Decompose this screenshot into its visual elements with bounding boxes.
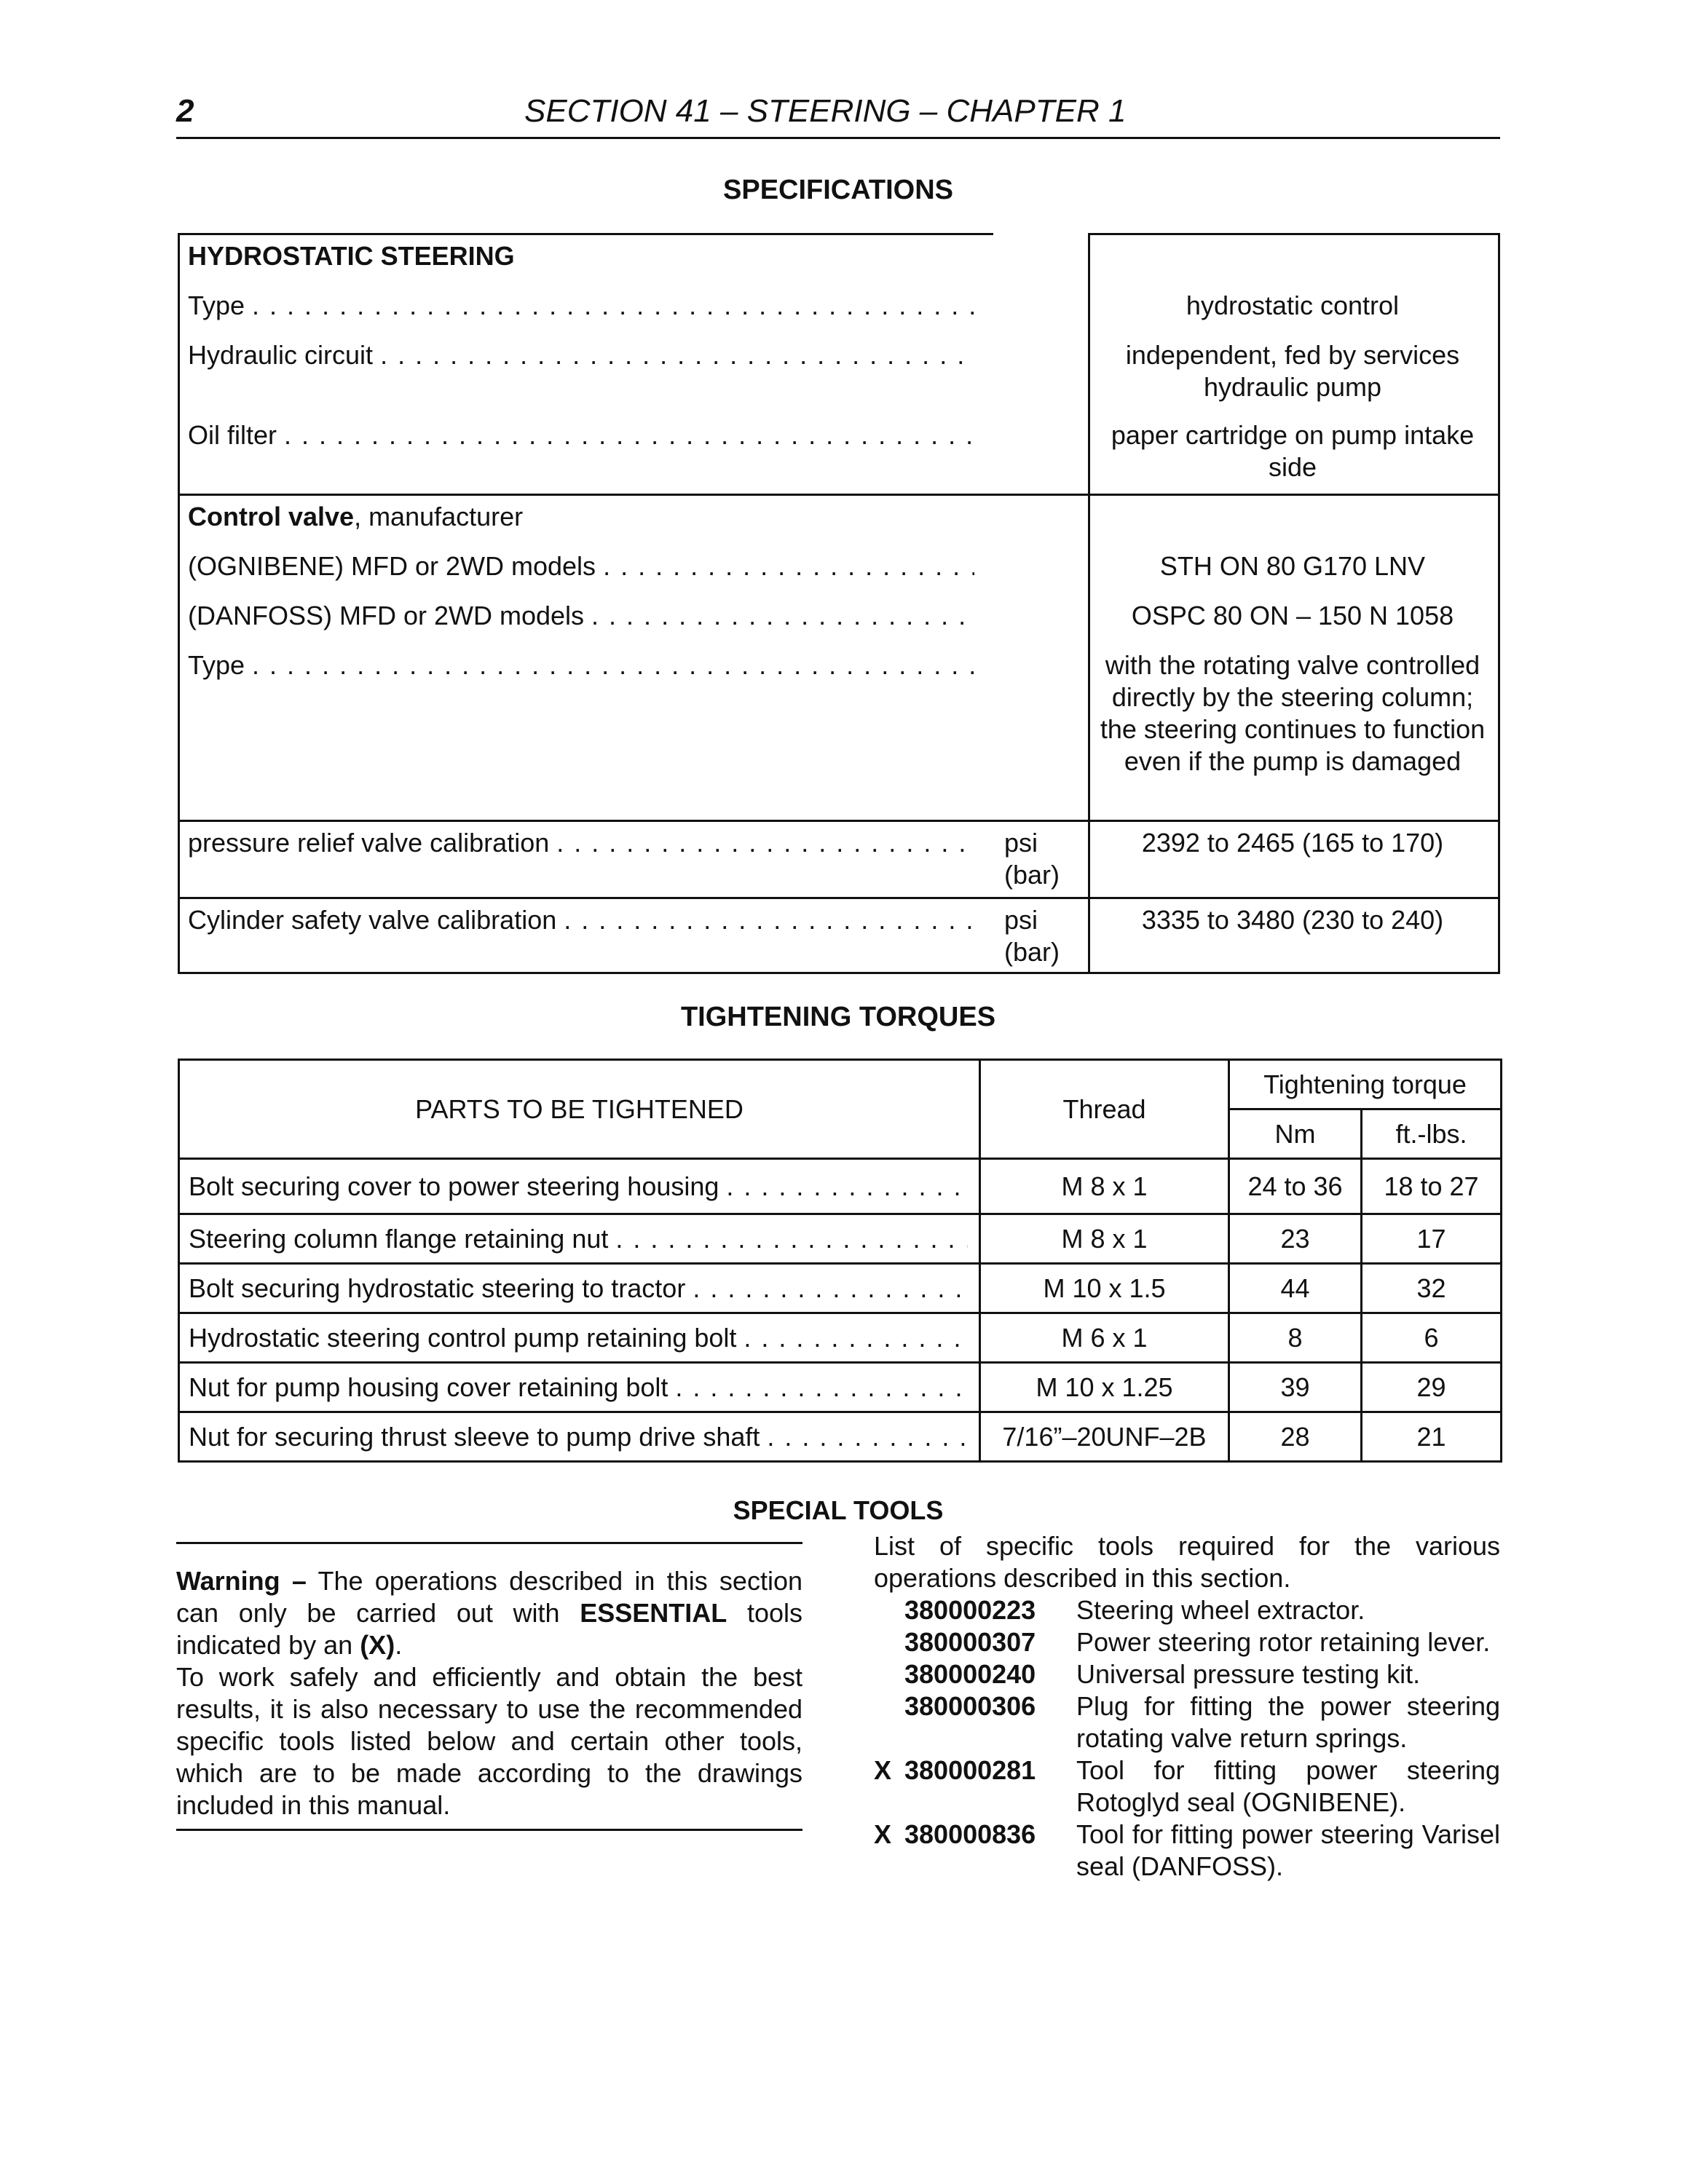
tool-description: Power steering rotor retaining lever. — [1076, 1627, 1491, 1657]
spec-row-relief-label: pressure relief valve calibration . . . — [188, 827, 974, 859]
ftlbs-cell: 17 — [1362, 1214, 1502, 1264]
nm-cell: 28 — [1229, 1412, 1362, 1462]
spec-top-rule-left — [178, 233, 993, 235]
thread-cell: M 10 x 1.25 — [980, 1363, 1229, 1412]
special-tools-heading: SPECIAL TOOLS — [733, 1495, 944, 1525]
spec-row-hydraulic-value: independent, fed by services hydraulic pump — [1125, 340, 1460, 402]
warning-paragraph-2: To work safely and efficiently and obtain the best results, it is also necessary to use the recommended specific tools listed below and certain other tools, which are to be made according to the drawings included in this manual. — [176, 1662, 802, 1820]
table-row — [179, 1313, 1502, 1363]
spec-rule-cylinder — [178, 897, 1500, 899]
nm-cell: 44 — [1229, 1264, 1362, 1313]
spec-row-hydraulic-label: Hydraulic circuit . . . — [188, 339, 974, 371]
table-row — [179, 1159, 1502, 1214]
nm-cell: 39 — [1229, 1363, 1362, 1412]
thread-cell: M 6 x 1 — [980, 1313, 1229, 1363]
ftlbs-cell: 6 — [1362, 1313, 1502, 1363]
nm-cell: 8 — [1229, 1313, 1362, 1363]
tool-code: 380000240 — [904, 1659, 1036, 1689]
warning-paragraph: Warning – The operations described in this section can only be carried out with ESSENTIAL tools indicated by an (X). — [176, 1566, 802, 1660]
col-torque-header: Tightening torque — [1229, 1060, 1502, 1109]
part-cell: Hydrostatic steering control pump retaining bolt . . . — [179, 1313, 980, 1363]
tool-code: 380000306 — [904, 1691, 1036, 1721]
spec-rule-control-valve — [178, 494, 1500, 496]
page-number: 2 — [176, 93, 194, 129]
thread-cell: 7/16”–20UNF–2B — [980, 1412, 1229, 1462]
table-row — [179, 1264, 1502, 1313]
part-cell: Bolt securing hydrostatic steering to tractor . . . — [179, 1264, 980, 1313]
spec-row-relief-unit2: (bar) — [1004, 860, 1060, 890]
hydrostatic-steering-title: HYDROSTATIC STEERING — [188, 241, 515, 271]
tool-description: Tool for fitting power steering Varisel seal (DANFOSS). — [1076, 1819, 1500, 1881]
control-valve-title: Control valve, manufacturer — [188, 502, 524, 531]
header-rule — [176, 137, 1500, 139]
spec-row-type-value: hydrostatic control — [1186, 290, 1400, 320]
specifications-heading: SPECIFICATIONS — [723, 175, 953, 205]
table-row — [179, 1363, 1502, 1412]
ftlbs-cell: 21 — [1362, 1412, 1502, 1462]
nm-cell: 24 to 36 — [1229, 1159, 1362, 1214]
table-row — [179, 1214, 1502, 1264]
spec-row-relief-unit1: psi — [1004, 828, 1038, 858]
spec-row-cylinder-unit2: (bar) — [1004, 937, 1060, 967]
essential-marker: X — [874, 1819, 892, 1849]
part-cell: Nut for pump housing cover retaining bolt . . . — [179, 1363, 980, 1412]
section-title: SECTION 41 – STEERING – CHAPTER 1 — [524, 93, 1127, 129]
tool-code: 380000281 — [904, 1755, 1036, 1785]
warning-bottom-rule — [176, 1829, 802, 1831]
tool-description: Plug for fitting the power steering rotating valve return springs. — [1076, 1691, 1500, 1753]
torques-header-row — [179, 1060, 1502, 1109]
nm-cell: 23 — [1229, 1214, 1362, 1264]
table-row — [179, 1412, 1502, 1462]
spec-row-oilfilter-label: Oil filter . . . — [188, 419, 974, 451]
spec-rule-relief — [178, 820, 1500, 822]
tool-code: 380000307 — [904, 1627, 1036, 1657]
ftlbs-cell: 29 — [1362, 1363, 1502, 1412]
spec-row-ognibene-value: STH ON 80 G170 LNV — [1159, 551, 1426, 581]
ftlbs-cell: 32 — [1362, 1264, 1502, 1313]
spec-row-type-label: Type . . . — [188, 290, 974, 322]
warning-top-rule — [176, 1542, 802, 1544]
ftlbs-cell: 18 to 27 — [1362, 1159, 1502, 1214]
part-cell: Steering column flange retaining nut . . . — [179, 1214, 980, 1264]
col-thread-header: Thread — [980, 1060, 1229, 1159]
tool-description: Universal pressure testing kit. — [1076, 1659, 1421, 1689]
tool-code: 380000836 — [904, 1819, 1036, 1849]
spec-row-valvetype-value: with the rotating valve controlled directly by the steering column; the steering continues to function even if the pump is damaged — [1100, 650, 1486, 776]
col-nm-header: Nm — [1229, 1109, 1362, 1159]
thread-cell: M 8 x 1 — [980, 1214, 1229, 1264]
spec-row-cylinder-value: 3335 to 3480 (230 to 240) — [1141, 905, 1444, 935]
specifications-table — [178, 233, 1500, 974]
part-cell: Bolt securing cover to power steering housing . . . — [179, 1159, 980, 1214]
essential-marker: X — [874, 1755, 892, 1785]
col-ftlbs-header: ft.-lbs. — [1362, 1109, 1502, 1159]
col-parts-header: PARTS TO BE TIGHTENED — [179, 1060, 980, 1159]
tool-description: Steering wheel extractor. — [1076, 1595, 1365, 1625]
spec-row-danfoss-label: (DANFOSS) MFD or 2WD models . . . — [188, 600, 974, 632]
tool-code: 380000223 — [904, 1595, 1036, 1625]
spec-row-danfoss-value: OSPC 80 ON – 150 N 1058 — [1131, 601, 1454, 630]
torques-heading: TIGHTENING TORQUES — [680, 1002, 996, 1032]
spec-row-ognibene-label: (OGNIBENE) MFD or 2WD models . . . — [188, 550, 974, 582]
spec-row-cylinder-label: Cylinder safety valve calibration . . . — [188, 904, 974, 936]
tool-description: Tool for fitting power steering Rotoglyd seal (OGNIBENE). — [1076, 1755, 1500, 1817]
spec-row-valvetype-label: Type . . . — [188, 649, 974, 681]
tools-intro: List of specific tools required for the various operations described in this section. — [874, 1531, 1500, 1593]
thread-cell: M 10 x 1.5 — [980, 1264, 1229, 1313]
part-cell: Nut for securing thrust sleeve to pump drive shaft . . . — [179, 1412, 980, 1462]
torques-table — [178, 1059, 1502, 1463]
spec-row-oilfilter-value: paper cartridge on pump intake side — [1111, 420, 1475, 482]
thread-cell: M 8 x 1 — [980, 1159, 1229, 1214]
spec-row-cylinder-unit1: psi — [1004, 905, 1038, 935]
warning-box — [176, 1565, 802, 1821]
spec-row-relief-value: 2392 to 2465 (165 to 170) — [1141, 828, 1444, 858]
